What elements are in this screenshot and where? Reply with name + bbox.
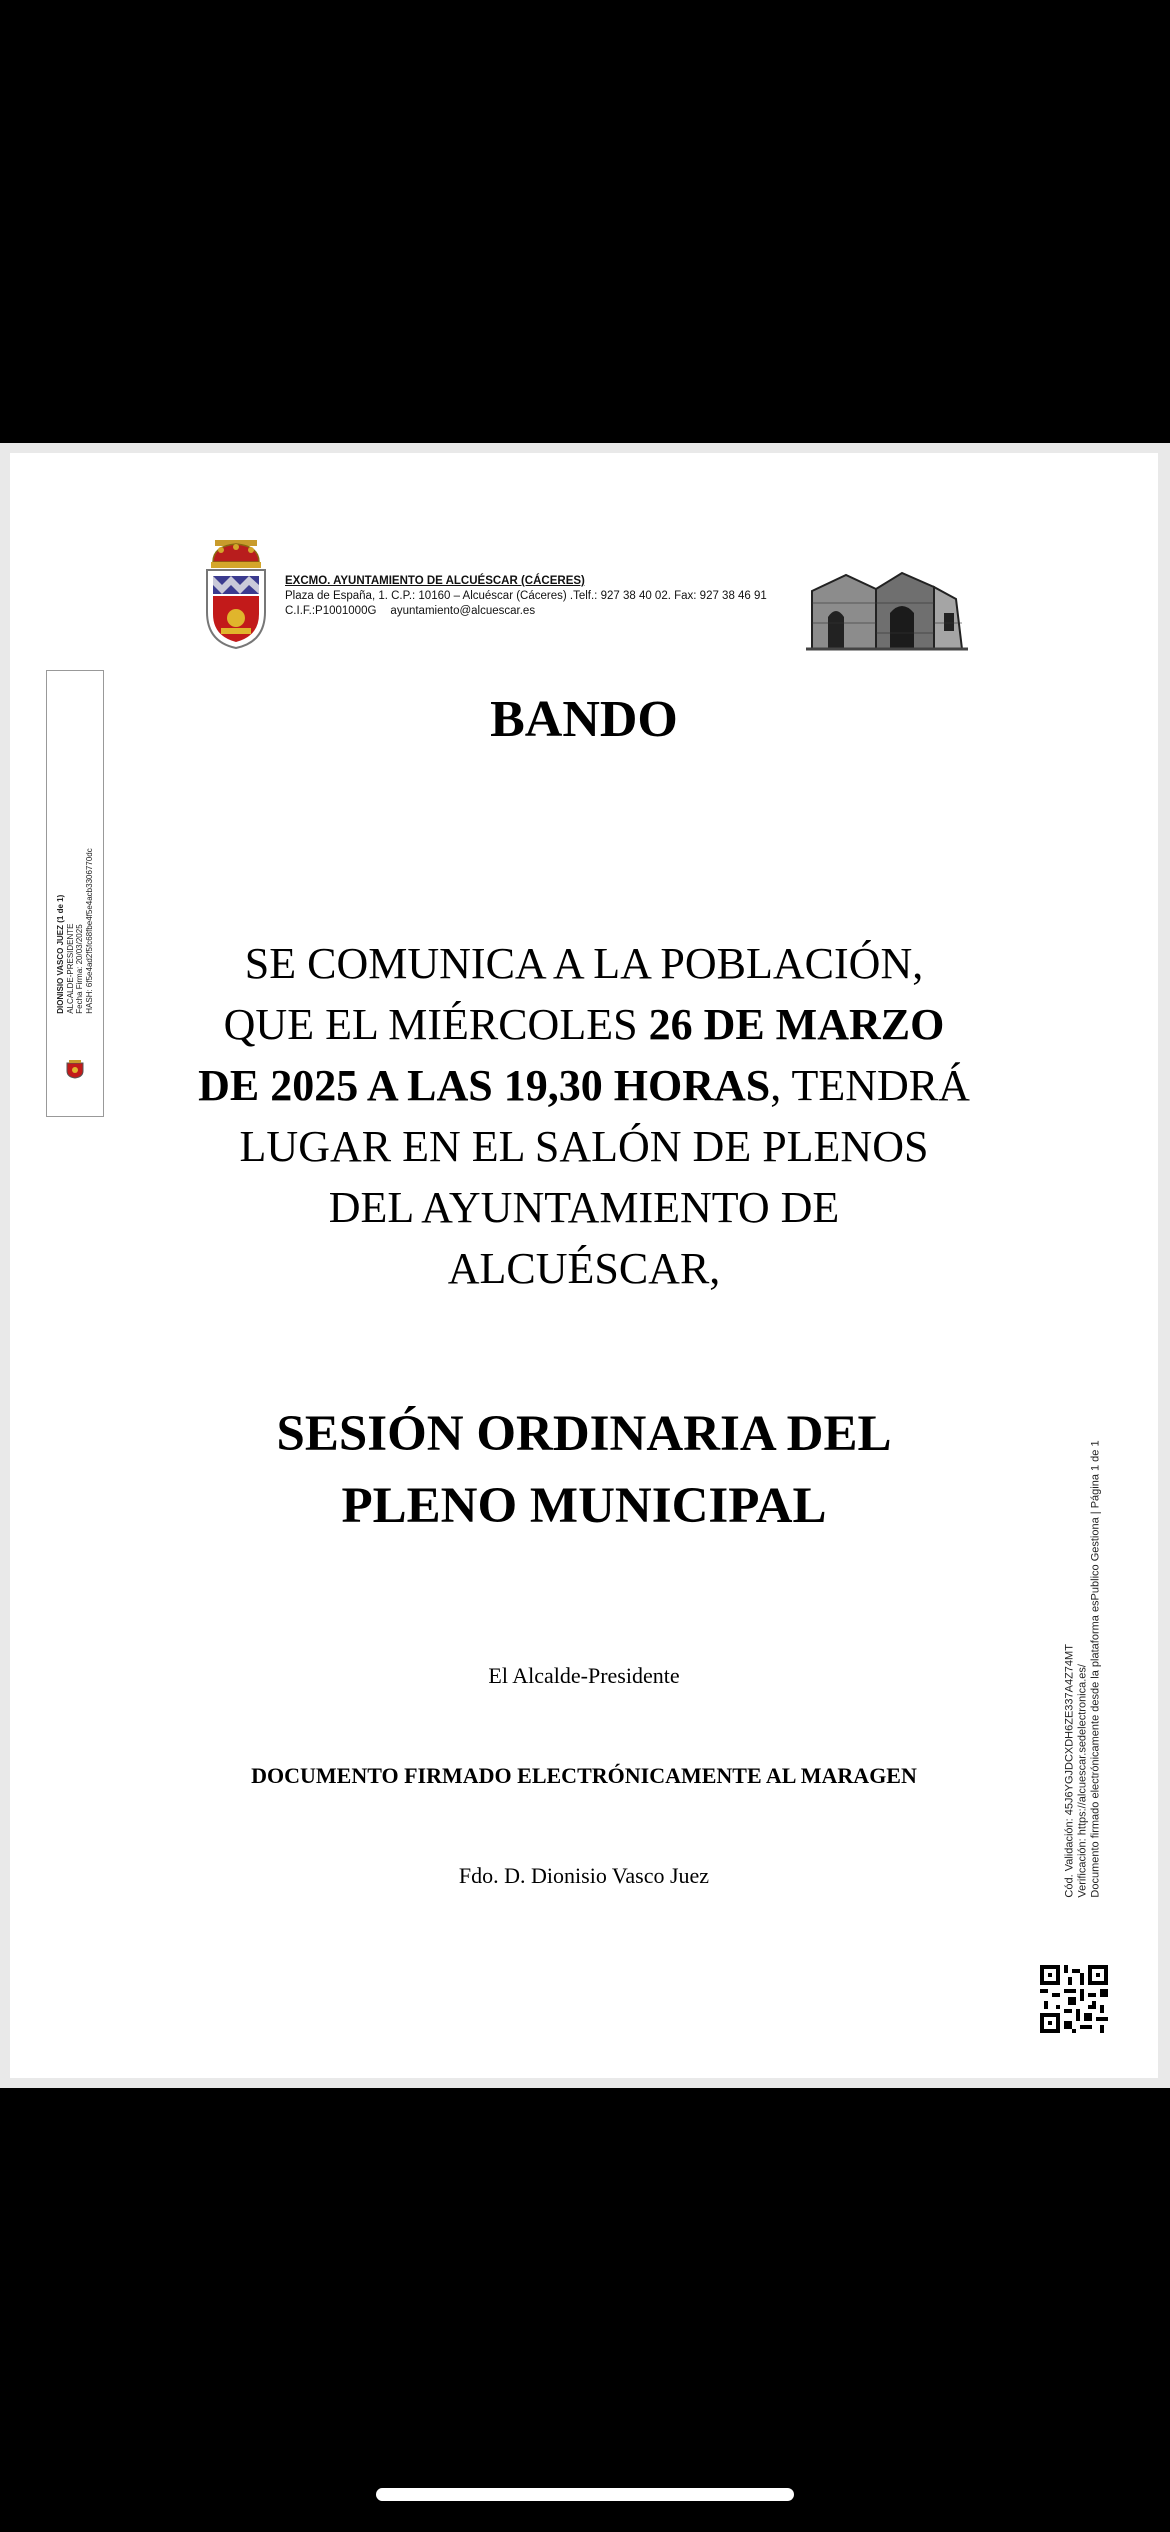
home-indicator[interactable] (376, 2488, 794, 2501)
stamp-role: ALCALDE-PRESIDENTE (65, 923, 75, 1014)
org-name: EXCMO. AYUNTAMIENTO DE ALCUÉSCAR (CÁCERES) (285, 575, 585, 587)
announcement-text-run: QUE EL MIÉRCOLES (223, 1000, 649, 1049)
verification-url: Verificación: https://alcuescar.sedelectronica.es/ (1076, 1664, 1089, 1898)
verification-code: Cód. Validación: 45J6YGJDCXDH6ZE337A4Z74MT (1063, 1644, 1076, 1898)
announcement-text (130, 933, 1038, 1299)
session-title (130, 1398, 1038, 1542)
stamp-hash: HASH: 6f5e4ad2f5fc68fbe4f5e4acb3306770dc (84, 848, 94, 1014)
announcement-line-5: DEL AYUNTAMIENTO DE (328, 1183, 840, 1232)
announcement-line-6: ALCUÉSCAR, (447, 1244, 721, 1293)
stamp-crest-icon (63, 1059, 87, 1079)
document-title: BANDO (490, 691, 678, 748)
session-line-1: SESIÓN ORDINARIA DEL (276, 1406, 892, 1462)
document-sheet (10, 453, 1158, 2078)
header-org-info (285, 574, 767, 619)
announcement-text-run: , TENDRÁ (770, 1061, 970, 1110)
session-line-2: PLENO MUNICIPAL (341, 1478, 827, 1534)
stamp-signer: DIONISIO VASCO JUEZ (1 de 1) (56, 894, 65, 1014)
verification-note: Documento firmado electrónicamente desde la plataforma esPublico Gestiona | Página 1 de 1 (1089, 1440, 1102, 1898)
announcement-line-2 (130, 994, 1038, 1055)
announcement-date: 26 DE MARZO (648, 1000, 945, 1049)
org-address: Plaza de España, 1. C.P.: 10160 – Alcuéscar (Cáceres) .Telf.: 927 38 40 02. Fax: 927 38 46 91 (285, 590, 767, 602)
announcement-time: DE 2025 A LAS 19,30 HORAS (198, 1061, 771, 1110)
document-page (0, 443, 1170, 2088)
electronic-signature-note: DOCUMENTO FIRMADO ELECTRÓNICAMENTE AL MARAGEN (251, 1763, 917, 1788)
qr-code (1040, 1965, 1108, 2033)
stamp-date: Fecha Firma: 20/03/2025 (75, 924, 84, 1014)
verification-info (1064, 1440, 1103, 1897)
municipal-coat-of-arms (199, 538, 273, 651)
announcement-line-4: LUGAR EN EL SALÓN DE PLENOS (239, 1122, 929, 1171)
org-cif: C.I.F.:P1001000G (285, 605, 377, 617)
announcement-line-3 (130, 1055, 1038, 1116)
org-email: ayuntamiento@alcuescar.es (390, 605, 536, 617)
signer-role: El Alcalde-Presidente (488, 1663, 680, 1688)
signature-stamp-text (56, 848, 94, 1013)
church-illustration (806, 553, 968, 651)
announcement-line-1: SE COMUNICA A LA POBLACIÓN, (244, 939, 924, 988)
signed-by: Fdo. D. Dionisio Vasco Juez (458, 1863, 710, 1888)
